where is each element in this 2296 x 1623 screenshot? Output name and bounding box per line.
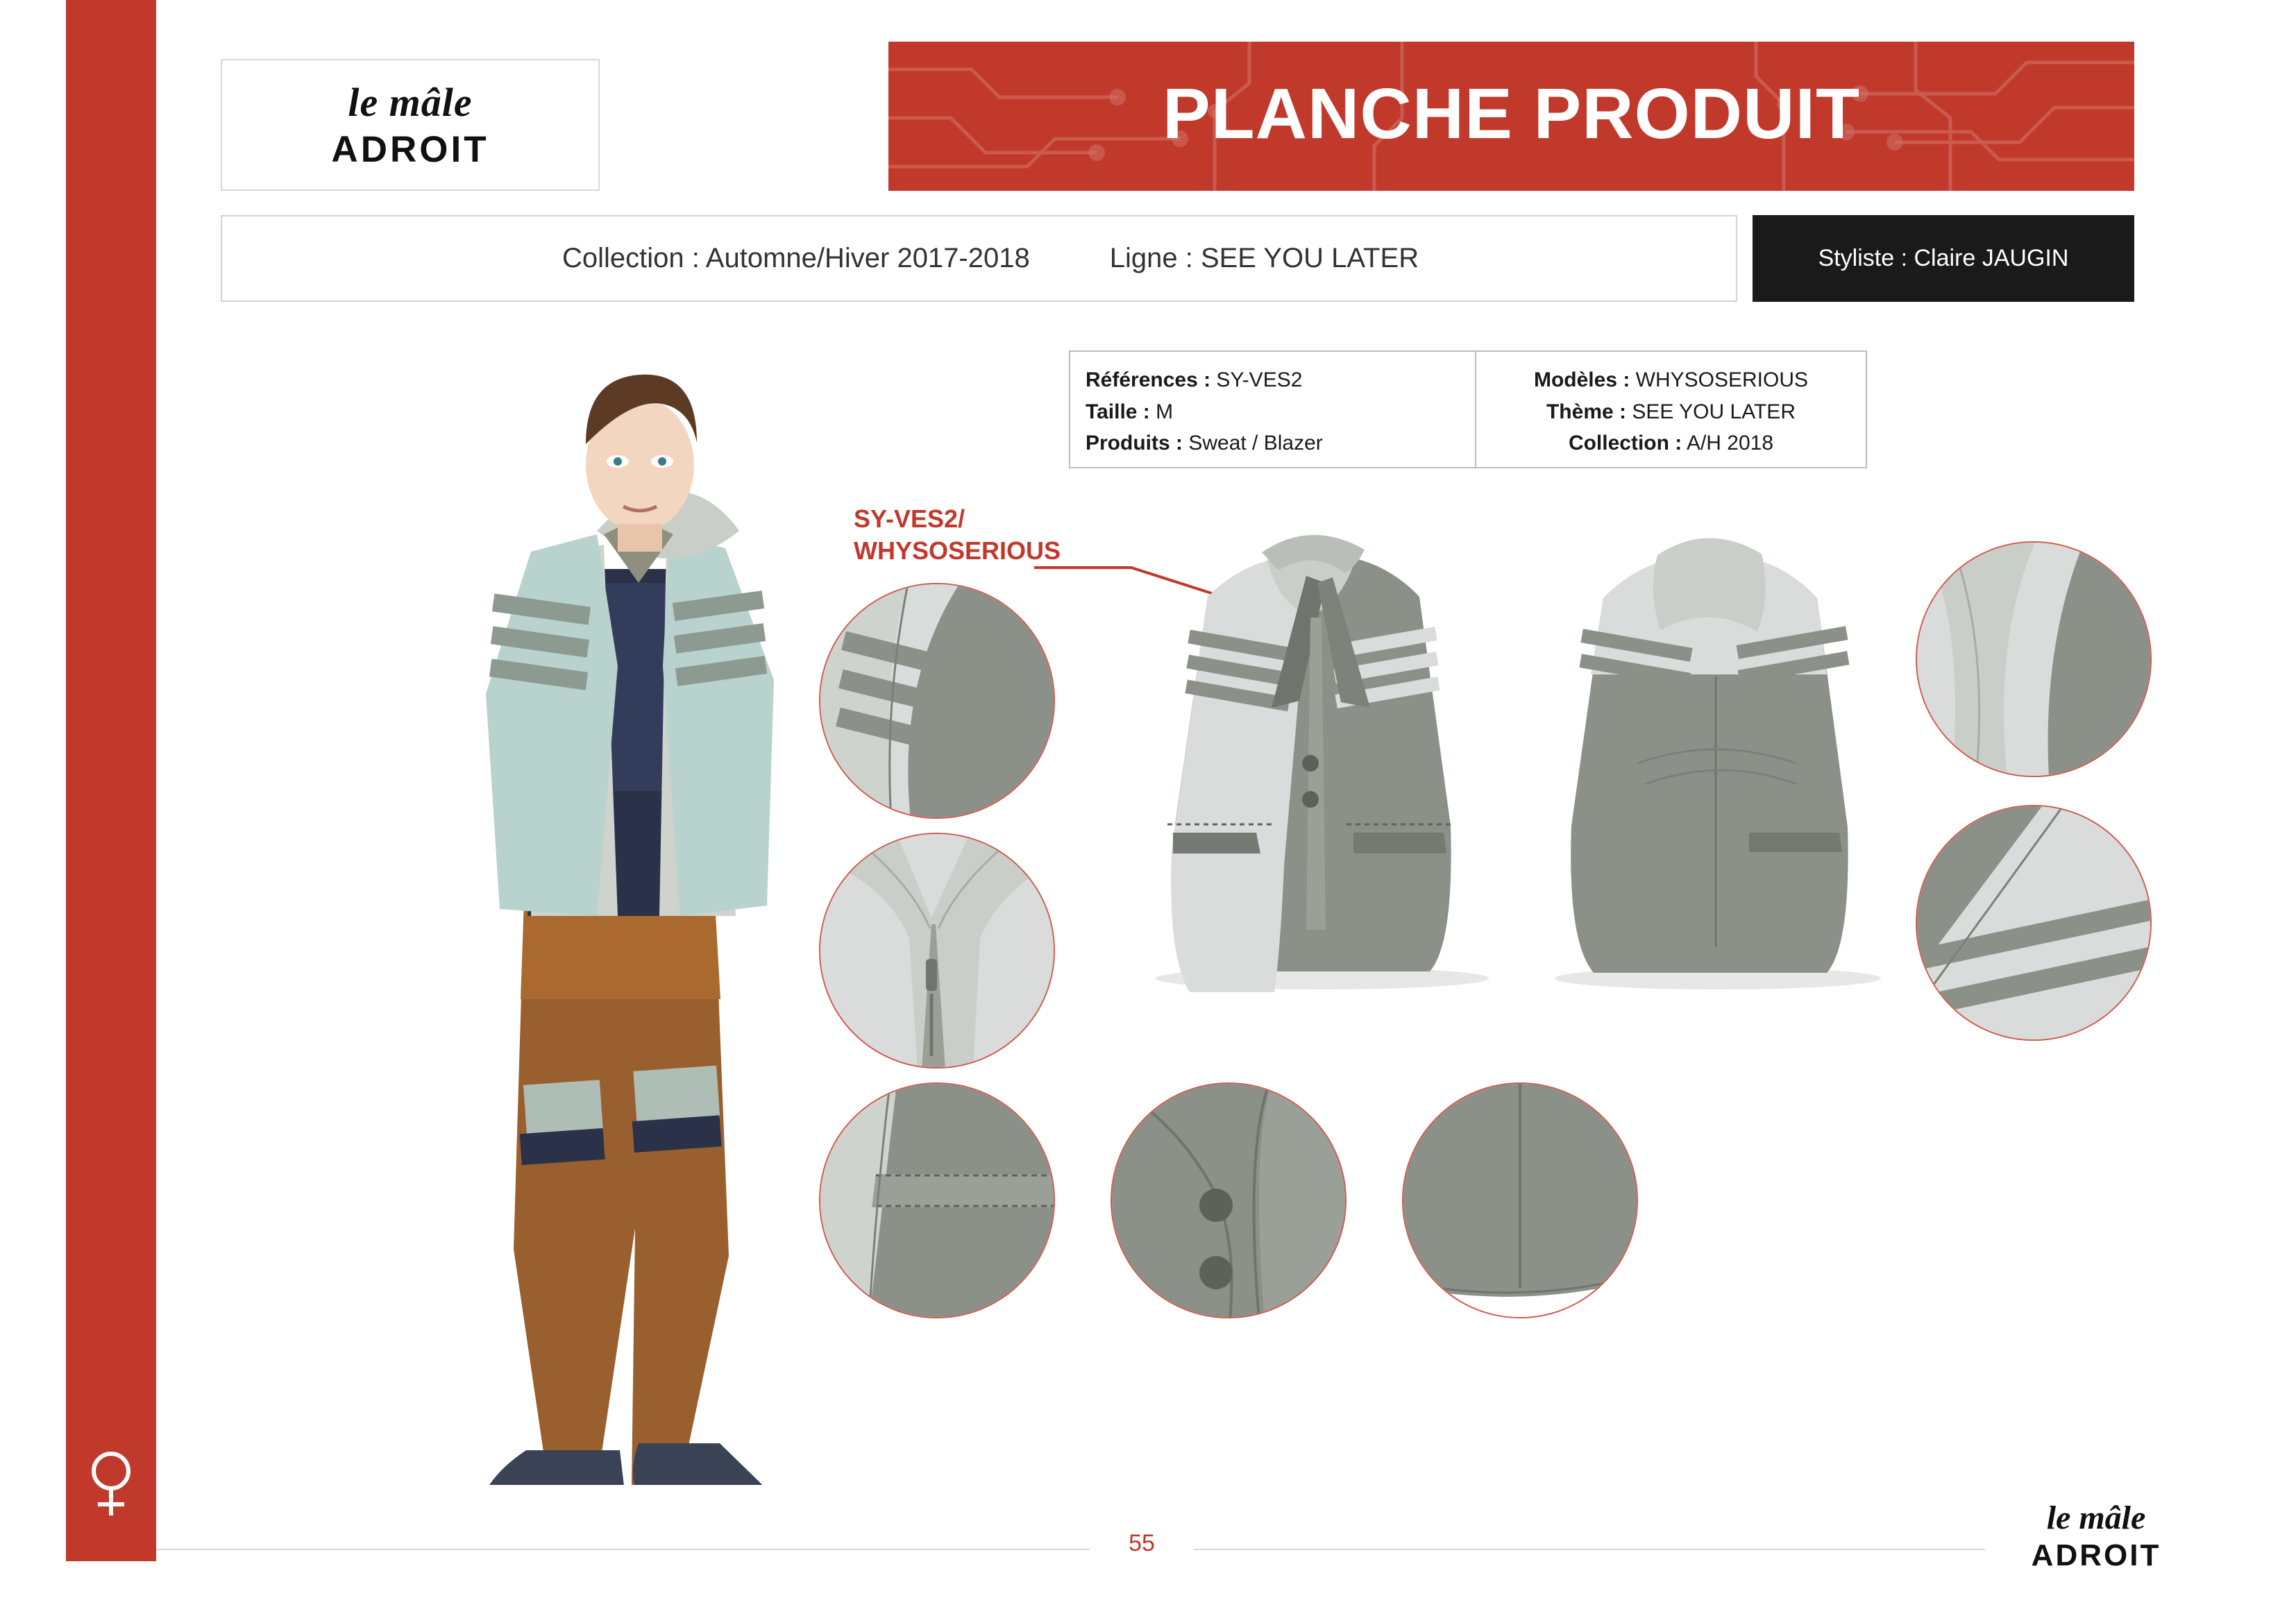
detail-circle-hem xyxy=(1402,1082,1638,1318)
line-label: Ligne : SEE YOU LATER xyxy=(1109,243,1419,273)
footer-divider-left xyxy=(156,1549,1090,1550)
ref-label: Produits : xyxy=(1086,432,1183,455)
left-accent-band xyxy=(66,0,156,1561)
ref-label: Modèles : xyxy=(1533,368,1630,391)
detail-circle-pocket-zip xyxy=(819,1082,1055,1318)
detail-circle-sleeve-stripes xyxy=(819,583,1055,819)
ref-value: M xyxy=(1149,400,1174,423)
detail-circle-buttons xyxy=(1111,1082,1347,1318)
brand-logo xyxy=(221,59,600,191)
table-row xyxy=(1476,364,1866,396)
detail-circle-zipper-collar xyxy=(819,833,1055,1069)
ref-value: Sweat / Blazer xyxy=(1183,432,1323,455)
table-row xyxy=(1476,396,1866,428)
footer-brand-logo xyxy=(1992,1499,2200,1573)
collection-label: Collection : Automne/Hiver 2017-2018 xyxy=(562,243,1030,273)
footer-logo-line2: ADROIT xyxy=(2031,1538,2161,1572)
garment-back-view xyxy=(1520,534,1909,992)
table-row xyxy=(1086,364,1475,396)
callout-line1: SY-VES2/ xyxy=(854,504,965,533)
reference-table xyxy=(1069,350,1867,468)
ref-value: A/H 2018 xyxy=(1682,432,1774,455)
detail-circle-hood-back xyxy=(1916,541,2152,777)
reference-column-right xyxy=(1475,352,1866,467)
ref-label: Thème : xyxy=(1546,400,1627,423)
mars-symbol-icon xyxy=(82,1443,140,1520)
table-row xyxy=(1086,396,1475,428)
footer-logo-line1: le mâle xyxy=(2046,1499,2146,1536)
brand-logo-line2: ADROIT xyxy=(331,129,489,170)
ref-label: Taille : xyxy=(1086,400,1150,423)
detail-circle-shoulder-stripes xyxy=(1916,805,2152,1041)
reference-column-left xyxy=(1070,352,1475,467)
page-number: 55 xyxy=(1129,1530,1155,1556)
collection-info-bar xyxy=(221,215,1737,302)
footer-divider-right xyxy=(1194,1549,1985,1550)
ref-value: SEE YOU LATER xyxy=(1626,400,1796,423)
garment-front-view xyxy=(1124,534,1513,992)
page-title: PLANCHE PRODUIT xyxy=(1163,74,1860,153)
ref-label: Références : xyxy=(1086,368,1211,391)
table-row xyxy=(1086,427,1475,459)
table-row xyxy=(1476,427,1866,459)
technical-drawings-board xyxy=(819,527,2159,1416)
callout-line2: WHYSOSERIOUS xyxy=(854,536,1061,566)
ref-label: Collection : xyxy=(1568,432,1682,455)
ref-value: WHYSOSERIOUS xyxy=(1630,368,1809,391)
brand-logo-line1: le mâle xyxy=(348,80,473,125)
stylist-label: Styliste : Claire JAUGIN xyxy=(1753,215,2134,302)
ref-value: SY-VES2 xyxy=(1210,368,1303,391)
